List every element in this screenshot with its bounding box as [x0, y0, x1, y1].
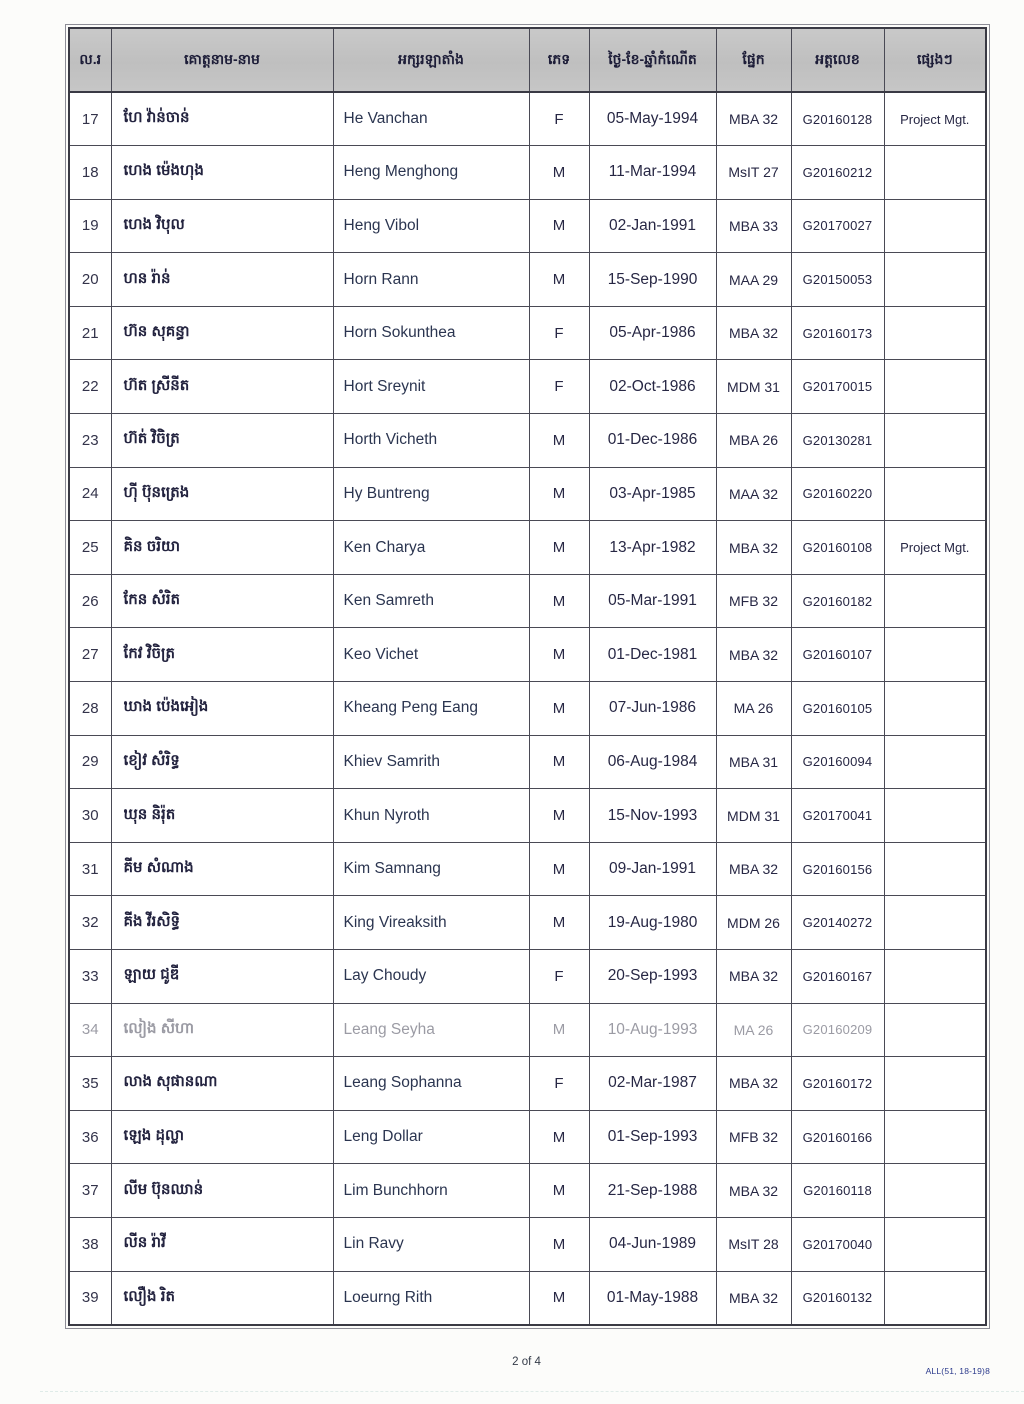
cell-name_khmer: លៀង សីហា — [111, 1003, 333, 1057]
cell-remarks: Project Mgt. — [884, 521, 986, 575]
cell-gender: M — [529, 628, 589, 682]
cell-program: MDM 26 — [716, 896, 791, 950]
cell-name_latin: He Vanchan — [333, 92, 529, 146]
table-row — [69, 521, 986, 575]
cell-gender: M — [529, 896, 589, 950]
table-row — [69, 1271, 986, 1325]
table-row — [69, 735, 986, 789]
cell-id: G20160167 — [791, 950, 884, 1004]
cell-id: G20160156 — [791, 842, 884, 896]
cell-name_khmer: ឃុន និរ៉ុត — [111, 789, 333, 843]
document-reference-code: ALL(51, 18-19)8 — [925, 1366, 990, 1376]
cell-program: MBA 32 — [716, 1271, 791, 1325]
cell-gender: M — [529, 1271, 589, 1325]
cell-program: MBA 32 — [716, 1057, 791, 1111]
cell-name_khmer: ហន រ៉ាន់ — [111, 253, 333, 307]
cell-dob: 10-Aug-1993 — [589, 1003, 716, 1057]
table-body — [69, 92, 986, 1325]
cell-no: 27 — [69, 628, 111, 682]
cell-remarks — [884, 1057, 986, 1111]
header-row — [69, 28, 986, 92]
cell-dob: 02-Mar-1987 — [589, 1057, 716, 1111]
cell-dob: 05-May-1994 — [589, 92, 716, 146]
cell-remarks — [884, 1164, 986, 1218]
cell-name_khmer: ខៀវ សំរិទ្ធ — [111, 735, 333, 789]
cell-remarks — [884, 842, 986, 896]
cell-remarks — [884, 896, 986, 950]
cell-program: MBA 32 — [716, 628, 791, 682]
cell-id: G20170040 — [791, 1217, 884, 1271]
cell-name_latin: Ken Samreth — [333, 574, 529, 628]
cell-name_khmer: ហ៊ត់ វិចិត្រ — [111, 414, 333, 468]
cell-name_khmer: លឿង រិត — [111, 1271, 333, 1325]
cell-gender: M — [529, 1217, 589, 1271]
cell-dob: 02-Jan-1991 — [589, 199, 716, 253]
cell-program: MBA 26 — [716, 414, 791, 468]
table-row — [69, 1217, 986, 1271]
cell-name_latin: King Vireaksith — [333, 896, 529, 950]
cell-id: G20160173 — [791, 306, 884, 360]
cell-no: 39 — [69, 1271, 111, 1325]
cell-remarks — [884, 199, 986, 253]
cell-remarks — [884, 360, 986, 414]
cell-no: 25 — [69, 521, 111, 575]
cell-name_latin: Ken Charya — [333, 521, 529, 575]
cell-name_khmer: ហេង ម៉េងហុង — [111, 146, 333, 200]
table-row — [69, 574, 986, 628]
cell-no: 19 — [69, 199, 111, 253]
cell-dob: 09-Jan-1991 — [589, 842, 716, 896]
cell-gender: F — [529, 92, 589, 146]
cell-id: G20160132 — [791, 1271, 884, 1325]
table-row — [69, 628, 986, 682]
cell-name_latin: Leang Sophanna — [333, 1057, 529, 1111]
cell-remarks — [884, 628, 986, 682]
cell-dob: 06-Aug-1984 — [589, 735, 716, 789]
column-header-program: ផ្នែក — [716, 28, 791, 92]
cell-id: G20130281 — [791, 414, 884, 468]
cell-dob: 01-Dec-1986 — [589, 414, 716, 468]
cell-name_khmer: ហ៊ត ស្រីនីត — [111, 360, 333, 414]
cell-remarks — [884, 682, 986, 736]
cell-id: G20160128 — [791, 92, 884, 146]
cell-gender: M — [529, 1164, 589, 1218]
cell-no: 33 — [69, 950, 111, 1004]
cell-no: 34 — [69, 1003, 111, 1057]
column-header-no: ល.រ — [69, 28, 111, 92]
cell-remarks — [884, 789, 986, 843]
cell-id: G20150053 — [791, 253, 884, 307]
cell-gender: M — [529, 1110, 589, 1164]
cell-gender: M — [529, 414, 589, 468]
cell-name_latin: Khiev Samrith — [333, 735, 529, 789]
cell-name_latin: Heng Menghong — [333, 146, 529, 200]
cell-id: G20160209 — [791, 1003, 884, 1057]
cell-gender: M — [529, 682, 589, 736]
table-row — [69, 414, 986, 468]
table-row — [69, 896, 986, 950]
cell-gender: M — [529, 146, 589, 200]
cell-gender: M — [529, 735, 589, 789]
cell-dob: 01-Sep-1993 — [589, 1110, 716, 1164]
cell-name_khmer: ហ៊ន សុគន្ធា — [111, 306, 333, 360]
cell-program: MAA 29 — [716, 253, 791, 307]
cell-name_latin: Kim Samnang — [333, 842, 529, 896]
cell-name_khmer: គីង វីរសិទ្ធិ — [111, 896, 333, 950]
cell-dob: 19-Aug-1980 — [589, 896, 716, 950]
cell-name_latin: Loeurng Rith — [333, 1271, 529, 1325]
cell-name_khmer: ឃាង ប៉េងអៀង — [111, 682, 333, 736]
cell-dob: 01-Dec-1981 — [589, 628, 716, 682]
cell-dob: 05-Mar-1991 — [589, 574, 716, 628]
cell-program: MsIT 28 — [716, 1217, 791, 1271]
cell-remarks — [884, 306, 986, 360]
cell-dob: 05-Apr-1986 — [589, 306, 716, 360]
cell-gender: F — [529, 306, 589, 360]
cell-no: 36 — [69, 1110, 111, 1164]
table-row — [69, 467, 986, 521]
cell-program: MDM 31 — [716, 789, 791, 843]
cell-name_latin: Heng Vibol — [333, 199, 529, 253]
table-row — [69, 306, 986, 360]
table-row — [69, 950, 986, 1004]
cell-dob: 21-Sep-1988 — [589, 1164, 716, 1218]
table-row — [69, 92, 986, 146]
cell-no: 26 — [69, 574, 111, 628]
cell-remarks — [884, 414, 986, 468]
table-row — [69, 146, 986, 200]
student-roster-table-wrap — [68, 27, 985, 1326]
cell-remarks — [884, 467, 986, 521]
cell-name_latin: Horn Rann — [333, 253, 529, 307]
cell-id: G20160105 — [791, 682, 884, 736]
cell-name_latin: Lay Choudy — [333, 950, 529, 1004]
cell-id: G20160107 — [791, 628, 884, 682]
column-header-name_khmer: គោត្តនាម-នាម — [111, 28, 333, 92]
cell-id: G20170041 — [791, 789, 884, 843]
cell-name_khmer: លីន រ៉ាវី — [111, 1217, 333, 1271]
cell-program: MBA 32 — [716, 306, 791, 360]
scan-artifact-line — [40, 1391, 1024, 1392]
cell-no: 17 — [69, 92, 111, 146]
cell-name_latin: Leng Dollar — [333, 1110, 529, 1164]
cell-program: MBA 33 — [716, 199, 791, 253]
cell-name_khmer: ហែ វ៉ាន់ចាន់ — [111, 92, 333, 146]
cell-gender: M — [529, 199, 589, 253]
cell-id: G20160118 — [791, 1164, 884, 1218]
table-row — [69, 842, 986, 896]
cell-no: 24 — [69, 467, 111, 521]
column-header-dob: ថ្ងៃ-ខែ-ឆ្នាំកំណើត — [589, 28, 716, 92]
cell-name_khmer: ឡាយ ជូឌី — [111, 950, 333, 1004]
cell-program: MBA 32 — [716, 521, 791, 575]
cell-name_latin: Kheang Peng Eang — [333, 682, 529, 736]
cell-name_khmer: លីម ប៊ុនឈាន់ — [111, 1164, 333, 1218]
cell-no: 18 — [69, 146, 111, 200]
column-header-remarks: ផ្សេងៗ — [884, 28, 986, 92]
cell-name_khmer: កែន សំរិត — [111, 574, 333, 628]
cell-remarks — [884, 1217, 986, 1271]
table-row — [69, 1003, 986, 1057]
cell-program: MBA 32 — [716, 92, 791, 146]
student-roster-table — [68, 27, 987, 1326]
cell-gender: M — [529, 253, 589, 307]
cell-name_latin: Hort Sreynit — [333, 360, 529, 414]
table-row — [69, 1110, 986, 1164]
table-row — [69, 682, 986, 736]
table-row — [69, 253, 986, 307]
cell-program: MFB 32 — [716, 574, 791, 628]
cell-gender: M — [529, 521, 589, 575]
table-row — [69, 199, 986, 253]
cell-name_latin: Horth Vicheth — [333, 414, 529, 468]
cell-dob: 03-Apr-1985 — [589, 467, 716, 521]
cell-program: MA 26 — [716, 682, 791, 736]
cell-dob: 04-Jun-1989 — [589, 1217, 716, 1271]
cell-no: 21 — [69, 306, 111, 360]
cell-name_khmer: កែវ វិចិត្រ — [111, 628, 333, 682]
cell-remarks — [884, 735, 986, 789]
cell-no: 31 — [69, 842, 111, 896]
cell-name_khmer: ឡេង ដុល្លា — [111, 1110, 333, 1164]
cell-remarks — [884, 574, 986, 628]
cell-id: G20160108 — [791, 521, 884, 575]
cell-no: 29 — [69, 735, 111, 789]
cell-id: G20170015 — [791, 360, 884, 414]
cell-remarks — [884, 950, 986, 1004]
cell-dob: 13-Apr-1982 — [589, 521, 716, 575]
page-number: 2 of 4 — [512, 1356, 541, 1368]
cell-program: MDM 31 — [716, 360, 791, 414]
cell-no: 32 — [69, 896, 111, 950]
column-header-gender: ភេទ — [529, 28, 589, 92]
cell-name_latin: Keo Vichet — [333, 628, 529, 682]
cell-id: G20160182 — [791, 574, 884, 628]
cell-name_latin: Leang Seyha — [333, 1003, 529, 1057]
column-header-name_latin: អក្សរឡាតាំង — [333, 28, 529, 92]
cell-name_khmer: ហ៊ី ប៊ុនត្រេង — [111, 467, 333, 521]
cell-gender: M — [529, 1003, 589, 1057]
cell-no: 37 — [69, 1164, 111, 1218]
cell-no: 35 — [69, 1057, 111, 1111]
cell-name_khmer: គិន ចរិយា — [111, 521, 333, 575]
cell-program: MFB 32 — [716, 1110, 791, 1164]
cell-gender: F — [529, 950, 589, 1004]
cell-name_latin: Horn Sokunthea — [333, 306, 529, 360]
cell-dob: 01-May-1988 — [589, 1271, 716, 1325]
cell-remarks: Project Mgt. — [884, 92, 986, 146]
cell-dob: 15-Nov-1993 — [589, 789, 716, 843]
cell-program: MBA 32 — [716, 950, 791, 1004]
cell-name_latin: Lin Ravy — [333, 1217, 529, 1271]
cell-gender: F — [529, 360, 589, 414]
cell-name_khmer: លាង សុផានណា — [111, 1057, 333, 1111]
cell-dob: 20-Sep-1993 — [589, 950, 716, 1004]
cell-id: G20160172 — [791, 1057, 884, 1111]
cell-dob: 02-Oct-1986 — [589, 360, 716, 414]
cell-program: MsIT 27 — [716, 146, 791, 200]
cell-id: G20160166 — [791, 1110, 884, 1164]
cell-id: G20160220 — [791, 467, 884, 521]
cell-gender: M — [529, 842, 589, 896]
cell-no: 23 — [69, 414, 111, 468]
cell-program: MBA 32 — [716, 842, 791, 896]
cell-remarks — [884, 146, 986, 200]
cell-id: G20140272 — [791, 896, 884, 950]
cell-gender: M — [529, 789, 589, 843]
cell-id: G20160212 — [791, 146, 884, 200]
cell-no: 30 — [69, 789, 111, 843]
table-row — [69, 1057, 986, 1111]
cell-no: 22 — [69, 360, 111, 414]
cell-gender: M — [529, 574, 589, 628]
cell-no: 38 — [69, 1217, 111, 1271]
cell-name_latin: Hy Buntreng — [333, 467, 529, 521]
cell-id: G20170027 — [791, 199, 884, 253]
cell-gender: F — [529, 1057, 589, 1111]
cell-dob: 11-Mar-1994 — [589, 146, 716, 200]
table-row — [69, 1164, 986, 1218]
table-row — [69, 789, 986, 843]
cell-name_latin: Lim Bunchhorn — [333, 1164, 529, 1218]
cell-program: MBA 32 — [716, 1164, 791, 1218]
cell-remarks — [884, 1003, 986, 1057]
cell-program: MA 26 — [716, 1003, 791, 1057]
cell-name_khmer: គីម សំណាង — [111, 842, 333, 896]
table-header — [69, 28, 986, 92]
cell-no: 28 — [69, 682, 111, 736]
cell-id: G20160094 — [791, 735, 884, 789]
cell-program: MBA 31 — [716, 735, 791, 789]
column-header-id: អត្តលេខ — [791, 28, 884, 92]
cell-gender: M — [529, 467, 589, 521]
cell-dob: 15-Sep-1990 — [589, 253, 716, 307]
cell-no: 20 — [69, 253, 111, 307]
cell-remarks — [884, 1271, 986, 1325]
cell-program: MAA 32 — [716, 467, 791, 521]
cell-dob: 07-Jun-1986 — [589, 682, 716, 736]
table-row — [69, 360, 986, 414]
cell-name_latin: Khun Nyroth — [333, 789, 529, 843]
cell-remarks — [884, 253, 986, 307]
cell-remarks — [884, 1110, 986, 1164]
cell-name_khmer: ហេង វិបុល — [111, 199, 333, 253]
